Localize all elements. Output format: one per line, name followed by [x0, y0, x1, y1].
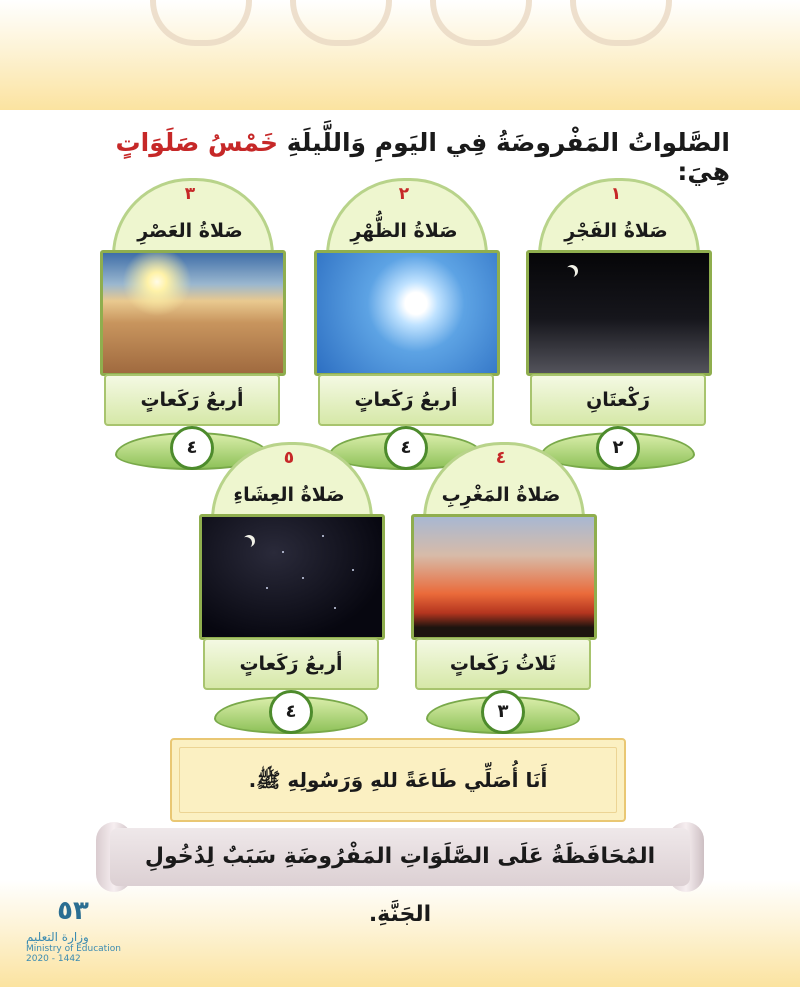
prayer-name: صَلاةُ الظُّهْرِ: [350, 220, 458, 242]
top-decorative-band: [0, 0, 800, 110]
fajr-sky-photo: [526, 250, 712, 376]
maghrib-sunset-photo: [411, 514, 597, 640]
star-dot: [266, 587, 268, 589]
rakaat-count-badge: ٢: [596, 426, 640, 470]
prayer-number: ٢: [398, 184, 410, 204]
rakaat-label: أربعُ رَكَعاتٍ: [318, 374, 494, 426]
prayer-number: ١: [610, 184, 622, 204]
asr-desert-photo: [100, 250, 286, 376]
star-dot: [302, 577, 304, 579]
star-dot: [352, 569, 354, 571]
crescent-moon-icon: [563, 267, 575, 279]
star-dot: [334, 607, 336, 609]
logo-name-en: Ministry of Education: [26, 944, 121, 954]
page-heading: [60, 128, 730, 186]
crescent-moon-icon: [240, 537, 252, 549]
prayer-number: ٥: [283, 448, 295, 468]
isha-night-photo: [199, 514, 385, 640]
rakaat-label: ثَلاثُ رَكَعاتٍ: [415, 638, 591, 690]
ornament-shape: [290, 0, 392, 46]
heading-highlight: خَمْسُ صَلَوَاتٍ: [115, 128, 279, 157]
rakaat-count-badge: ٤: [170, 426, 214, 470]
ornament-shape: [430, 0, 532, 46]
rakaat-count-badge: ٣: [481, 690, 525, 734]
ornament-shape: [570, 0, 672, 46]
ministry-logo: [26, 930, 136, 964]
statement-banner: [170, 738, 626, 822]
prayer-number: ٣: [184, 184, 196, 204]
scroll-banner: [110, 828, 690, 927]
page-number: ٥٣: [57, 896, 89, 926]
heading-part1: الصَّلواتُ المَفْروضَةُ فِي اليَومِ وَاللَّيلَةِ: [286, 128, 730, 157]
rakaat-label: أربعُ رَكَعاتٍ: [104, 374, 280, 426]
prayer-name: صَلاةُ المَغْرِبِ: [441, 484, 561, 506]
scroll-text: المُحَافَظَةُ عَلَى الصَّلَوَاتِ المَفْرُوضَةِ سَبَبٌ لِدُخُولِ الجَنَّةِ.: [144, 844, 656, 927]
prayer-name: صَلاةُ العَصْرِ: [137, 220, 243, 242]
rakaat-count-badge: ٤: [269, 690, 313, 734]
heading-part2: هِيَ:: [677, 157, 730, 186]
logo-year: 2020 - 1442: [26, 954, 81, 964]
logo-name: وزارة التعليم: [26, 930, 89, 944]
star-dot: [322, 535, 324, 537]
rakaat-label: أربعُ رَكَعاتٍ: [203, 638, 379, 690]
prayer-name: صَلاةُ العِشَاءِ: [233, 484, 345, 506]
prayer-name: صَلاةُ الفَجْرِ: [564, 220, 668, 242]
banner-text: أَنَا أُصَلِّي طَاعَةً للهِ وَرَسُولِهِ ﷺ.: [248, 768, 548, 792]
prayer-number: ٤: [495, 448, 507, 468]
ornament-shape: [150, 0, 252, 46]
star-dot: [282, 551, 284, 553]
dhuhr-sun-photo: [314, 250, 500, 376]
rakaat-label: رَكْعتَانِ: [530, 374, 706, 426]
rakaat-count-badge: ٤: [384, 426, 428, 470]
